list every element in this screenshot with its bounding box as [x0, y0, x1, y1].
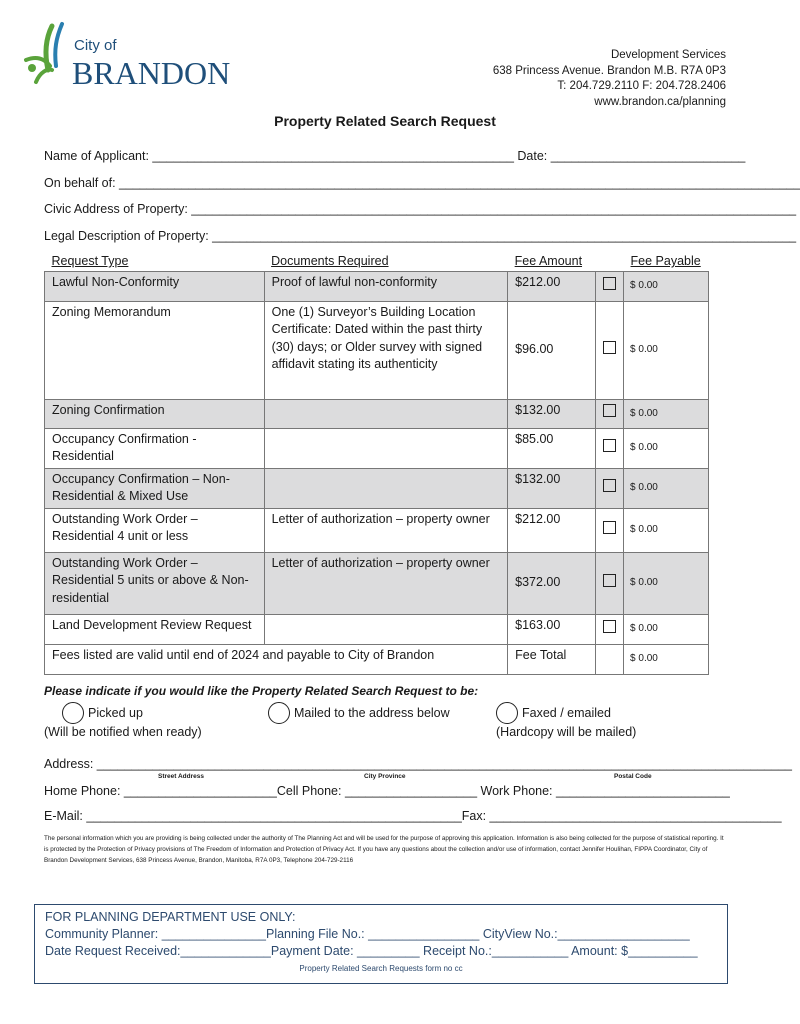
office-line-2[interactable]: Date Request Received:_____________Payment Date: _________ Receipt No.:___________ Amount: $__________ — [45, 944, 698, 958]
civic-address-field[interactable]: Civic Address of Property: _______________________________________________________________________________________ — [44, 202, 797, 216]
checkbox-cell — [596, 552, 624, 614]
faxed-option[interactable] — [496, 702, 636, 741]
phones-field[interactable]: Home Phone: ______________________Cell Phone: ___________________ Work Phone: _________________________ — [44, 784, 730, 798]
table-row — [45, 614, 709, 644]
fee-amount: $96.00 — [508, 301, 596, 399]
select-checkbox[interactable] — [603, 404, 616, 417]
checkbox-cell — [596, 399, 624, 428]
fee-payable: $ 0.00 — [624, 399, 709, 428]
request-type: Outstanding Work Order – Residential 4 unit or less — [45, 508, 265, 552]
request-type: Lawful Non-Conformity — [45, 271, 265, 301]
fee-payable: $ 0.00 — [624, 271, 709, 301]
legal-description-field[interactable]: Legal Description of Property: ____________________________________________________________________________________ — [44, 229, 797, 243]
city-caption: City Province — [364, 773, 406, 780]
table-row — [45, 508, 709, 552]
contact-dept: Development Services — [610, 49, 726, 61]
pickup-note: (Will be notified when ready) — [44, 725, 202, 739]
fee-payable: $ 0.00 — [624, 428, 709, 468]
select-checkbox[interactable] — [603, 439, 616, 452]
mailed-radio[interactable] — [268, 702, 290, 724]
documents-required: Letter of authorization – property owner — [264, 552, 508, 614]
empty-cell — [596, 644, 624, 674]
fee-payable: $ 0.00 — [624, 508, 709, 552]
table-row — [45, 271, 709, 301]
checkbox-cell — [596, 271, 624, 301]
contact-phone: T: 204.729.2110 F: 204.728.2406 — [557, 80, 726, 92]
street-caption: Street Address — [158, 773, 204, 780]
fee-amount: $212.00 — [508, 271, 596, 301]
fees-validity-note: Fees listed are valid until end of 2024 and payable to City of Brandon — [45, 644, 508, 674]
documents-required: One (1) Surveyor’s Building Location Certificate: Dated within the past thirty (30) days; or Older survey with signed affidavit stating its authenticity — [264, 301, 508, 399]
faxed-label: Faxed / emailed — [522, 706, 611, 720]
request-type: Zoning Confirmation — [45, 399, 265, 428]
fee-amount: $163.00 — [508, 614, 596, 644]
fee-payable: $ 0.00 — [624, 468, 709, 508]
header-documents: Documents Required — [271, 254, 389, 268]
documents-required — [264, 614, 508, 644]
documents-required: Letter of authorization – property owner — [264, 508, 508, 552]
fee-amount: $132.00 — [508, 468, 596, 508]
table-row — [45, 399, 709, 428]
fee-amount: $212.00 — [508, 508, 596, 552]
header-fee-payable: Fee Payable — [630, 254, 701, 268]
checkbox-cell — [596, 468, 624, 508]
select-checkbox[interactable] — [603, 521, 616, 534]
select-checkbox[interactable] — [603, 277, 616, 290]
page-title: Property Related Search Request — [274, 113, 496, 129]
postal-caption: Postal Code — [614, 773, 652, 780]
logo-city-of: City of — [74, 37, 117, 54]
office-use-box — [34, 904, 728, 984]
table-row — [45, 552, 709, 614]
checkbox-cell — [596, 428, 624, 468]
request-type: Zoning Memorandum — [45, 301, 265, 399]
select-checkbox[interactable] — [603, 620, 616, 633]
request-type: Occupancy Confirmation - Residential — [45, 428, 265, 468]
contact-address: 638 Princess Avenue. Brandon M.B. R7A 0P3 — [492, 64, 726, 77]
request-type: Land Development Review Request — [45, 614, 265, 644]
office-line-1[interactable]: Community Planner: _______________Planning File No.: ________________ CityView No.:___________________ — [45, 927, 690, 941]
request-type: Occupancy Confirmation – Non-Residential & Mixed Use — [45, 468, 265, 508]
documents-required — [264, 428, 508, 468]
table-row — [45, 468, 709, 508]
mailed-option[interactable] — [268, 702, 450, 724]
fee-amount: $372.00 — [508, 552, 596, 614]
documents-required — [264, 399, 508, 428]
mailed-label: Mailed to the address below — [294, 706, 450, 720]
fee-payable: $ 0.00 — [624, 301, 709, 399]
email-fax-field[interactable]: E-Mail: ______________________________________________________Fax: __________________________________________ — [44, 809, 782, 823]
table-row — [45, 301, 709, 399]
table-header — [45, 253, 709, 271]
checkbox-cell — [596, 614, 624, 644]
office-heading: FOR PLANNING DEPARTMENT USE ONLY: — [45, 910, 296, 924]
fee-payable: $ 0.00 — [624, 614, 709, 644]
contact-web[interactable]: www.brandon.ca/planning — [594, 95, 726, 108]
address-field[interactable]: Address: ____________________________________________________________________________________________________ — [44, 757, 792, 771]
fee-amount: $85.00 — [508, 428, 596, 468]
request-type: Outstanding Work Order – Residential 5 units or above & Non-residential — [45, 552, 265, 614]
header-request-type: Request Type — [51, 254, 129, 268]
faxed-note: (Hardcopy will be mailed) — [496, 725, 637, 739]
fee-total-label: Fee Total — [508, 644, 596, 674]
applicant-field[interactable]: Name of Applicant: ____________________________________________________ Date: ____________________________ — [44, 149, 746, 163]
checkbox-cell — [596, 301, 624, 399]
behalf-field[interactable]: On behalf of: __________________________________________________________________________________________________ — [44, 176, 800, 190]
fee-amount: $132.00 — [508, 399, 596, 428]
select-checkbox[interactable] — [603, 479, 616, 492]
city-logo — [22, 22, 252, 92]
pickup-label: Picked up — [88, 706, 143, 720]
privacy-notice: The personal information which you are providing is being collected under the authority of The Planning Act and will be used for the purpose of approving this application. Information is also being collected for the purpose of statistical reporting. It is protected by the Protection of Privacy provisions of The Freedom of Information and Protection of Privacy Act. If you have any questions about the collection and/or use of information, contact Jennifer Houlihan, FIPPA Coordinator, City of Brandon Development Services, 638 Princess Avenue, Brandon, Manitoba, R7A 0P3, Telephone 204-729-2116 — [44, 835, 724, 864]
header-fee-amount: Fee Amount — [514, 254, 583, 268]
logo-brand: BRANDON — [72, 55, 231, 91]
table-row — [45, 428, 709, 468]
documents-required — [264, 468, 508, 508]
pickup-radio[interactable] — [62, 702, 84, 724]
contact-block — [493, 48, 726, 110]
select-checkbox[interactable] — [603, 341, 616, 354]
checkbox-cell — [596, 508, 624, 552]
fee-total: $ 0.00 — [624, 644, 709, 674]
documents-required: Proof of lawful non-conformity — [264, 271, 508, 301]
fee-payable: $ 0.00 — [624, 552, 709, 614]
request-table — [44, 253, 709, 675]
select-checkbox[interactable] — [603, 574, 616, 587]
pickup-option[interactable] — [44, 702, 202, 741]
table-footer-row — [45, 644, 709, 674]
faxed-radio[interactable] — [496, 702, 518, 724]
header-blank — [596, 253, 624, 271]
form-footer: Property Related Search Requests form no cc — [299, 964, 463, 973]
delivery-prompt: Please indicate if you would like the Property Related Search Request to be: — [44, 684, 479, 698]
